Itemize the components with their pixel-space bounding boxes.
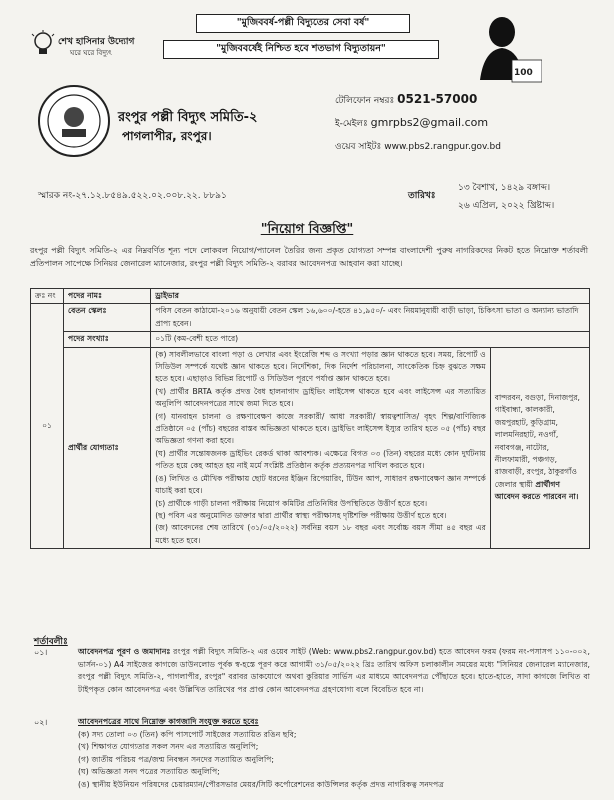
sheikh-hasina-logo (30, 30, 135, 60)
slogan-1: "মুজিববর্ষ-পল্লী বিদ্যুতের সেবা বর্ষ" (236, 17, 370, 28)
qual-item: (ক) সাবলীলভাবে বাংলা পড়া ও লেখার এবং ইংরেজি শব্দ ও সংখ্যা পড়ার জ্ঞান থাকতে হবে। সময়, রিপোর্ট ও সিডিউল সম্পর্কে যথেষ্ট জ্ঞান থাকতে হবে। নির্দেশিকা, দিক নির্দেশ পরিচালনা, সাংকেতিক চিহ্ন বুঝতে সক্ষম হতে হবে। এছাড়াও বিভিন্ন রিপোর্ট ও সিডিউল পূরণে পর্যাপ্ত জ্ঞান থাকতে হবে। (155, 349, 486, 384)
count-text: ০১টি (কম-বেশী হতে পারে) (151, 332, 590, 347)
email-label: ই-মেইলঃ (335, 119, 368, 129)
contact-phone (335, 92, 477, 108)
district-bold: প্রার্থীগণ আবেদন করতে পারবেন না। (494, 479, 579, 502)
qual-item: (গ) যানবাহন চালনা ও রক্ষণাবেক্ষণ কাজে সরকারী/ আধা সরকারী/ স্বায়ত্বশাসিত/ বৃহৎ শিল্প/বাণিজ্যিক প্রতিষ্ঠানে ০৫ (পাঁচ) বছরের বাস্তব অভিজ্ঞতা থাকতে হবে। ড্রাইভিং লাইসেন্স ইস্যুর তারিখ হতে ০৫ (পাঁচ) বছর অভিজ্ঞতা গণনা করা হবে। (155, 411, 486, 446)
count-row (31, 332, 590, 347)
qual-label: প্রার্থীর যোগ্যতাঃ (64, 347, 151, 549)
org-address: পাগলাপীর, রংপুর। (122, 129, 212, 143)
term-2-number: ০২। (34, 718, 48, 727)
count-label: পদের সংখ্যাঃ (64, 332, 151, 347)
slogan-box-1 (196, 14, 410, 33)
col-post: পদের নামঃ (64, 289, 151, 304)
col-sl: ক্রঃ নং (31, 289, 64, 304)
term-1-text: রংপুর পল্লী বিদ্যুৎ সমিতি-২ এর ওয়েব সাইট (Web: www.pbs2.rangpur.gov.bd) হতে আবেদন ফরম (ফরম নং-পসাসপ ১১০-০০২, ভার্সন-০১) A4 সাইজের কাগজে ডাউনলোড পূর্বক স্ব-হস্তে পূরণ করে আগামী ৩১/০৫/২০২২ খ্রিঃ তারিখ অফিস চলাকালীন সময়ের মধ্যে "সিনিয়র জেনারেল ম্যানেজার, রংপুর পল্লী বিদ্যুৎ সমিতি-২, পাগলাপীর, রংপুর" বরাবর ডাকযোগে অথবা কুরিয়ার সার্ভিস এর মাধ্যমে আবেদনপত্র পৌঁছাতে হবে। হাতে-হাতে, সাদা কাগজে লিখিত বা টাইপকৃত কোন আবেদনপত্র এবং উল্লিখিত তারিখের পর প্রাপ্ত কোন আবেদনপত্র গ্রহণযোগ্য বলে বিবেচিত হবে না। (78, 647, 590, 694)
page-title: "নিয়োগ বিজ্ঞপ্তি" (260, 222, 354, 237)
term-1 (34, 646, 590, 696)
term-1-title: আবেদনপত্র পূরণ ও জমাদানঃ (78, 647, 171, 656)
table-header-row (31, 289, 590, 304)
memo-ref: স্মারক নং-২৭.১২.৮৫৪৯.৫২২.০২.০০৮.২২. ৮৮৯১ (38, 191, 227, 201)
salary-label: বেতন স্কেলঃ (64, 304, 151, 332)
left-logo-text: শেখ হাসিনার উদ্যোগ (58, 37, 135, 47)
list-item: (খ) শিক্ষাগত যোগ্যতার সকল সনদ এর সত্যায়িত অনুলিপি; (78, 742, 259, 752)
qual-list (151, 347, 491, 549)
row-number: ০১ (31, 304, 64, 549)
org-logo (38, 85, 110, 157)
list-item: (গ) জাতীয় পরিচয় পত্র/জন্ম নিবন্ধন সনদের সত্যায়িত অনুলিপি; (78, 754, 274, 764)
light-bulb-icon (30, 30, 56, 58)
slogan-2: "মুজিববর্ষেই নিশ্চিত হবে শতভাগ বিদ্যুতায়ন" (216, 43, 386, 54)
list-item: (ঘ) অভিজ্ঞতা সনদ পত্রের সত্যায়িত অনুলিপি; (78, 767, 220, 777)
term-2-title: আবেদনপত্রের সাথে নিম্নোক্ত কাগজাদি সংযুক্ত করতে হবেঃ (78, 717, 259, 726)
memo-date-label: তারিখঃ (408, 191, 436, 201)
term-2-body (78, 716, 578, 792)
term-1-body (78, 646, 590, 696)
qualification-row (31, 347, 590, 549)
memo-date-bn: ১৩ বৈশাখ, ১৪২৯ বঙ্গাব্দ। (458, 183, 551, 193)
phone-label: টেলিফোন নম্বরঃ (335, 96, 395, 106)
org-name: রংপুর পল্লী বিদ্যুৎ সমিতি-২ (118, 110, 258, 125)
job-table (30, 288, 590, 549)
qual-item: (খ) প্রার্থীর BRTA কর্তৃক প্রদত্ত বৈধ হালনাগাদ ড্রাইভিং লাইসেন্স থাকতে হবে এবং লাইসেন্স এর সত্যায়িত অনুলিপি আবেদনপত্রের সাথে জমা দিতে হবে। (155, 386, 486, 409)
district-note (490, 347, 589, 549)
svg-text:100: 100 (514, 68, 533, 78)
terms-heading: শর্তাবলীঃ (34, 637, 68, 647)
qual-item: (জ) আবেদনের শেষ তারিখে (৩১/০৫/২০২২) সর্বনিম্ন বয়স ১৮ বছর এবং সর্বোচ্চ বয়স সীমা ৪৫ বছর এর মধ্যে হতে হবে। (155, 523, 486, 545)
intro-paragraph: রংপুর পল্লী বিদ্যুৎ সমিতি-২ এর নিম্নবর্ণিত শূন্য পদে লোকবল নিয়োগ/প্যানেল তৈরির জন্য প্রকৃত যোগ্যতা সম্পন্ন বাংলাদেশী পুরুষ নাগরিকদের নিকট হতে নিম্নোক্ত শর্তাবলী প্রতিপালন সাপেক্ষে সিনিয়র জেনারেল ম্যানেজার, রংপুর পল্লী বিদ্যুৎ সমিতি-২ বরাবর আবেদনপত্র আহবান করা যাচ্ছে। (30, 246, 588, 268)
salary-text: পবিস বেতন কাঠামো-২০১৬ অনুযায়ী বেতন স্কেল ১৬,৬০০/-হতে ৪১,৯৫০/- এবং নিয়মানুযায়ী বাড়ী ভাড়া, চিকিৎসা ভাতা ও অন্যান্য ভাতাদি প্রাপ্য হবেন। (151, 304, 590, 332)
qual-item: (চ) প্রার্থীকে গাড়ী চালনা পরীক্ষায় নিয়োগ কমিটির প্রতিনিধির উপস্থিতিতে উত্তীর্ণ হতে হবে। (155, 498, 428, 508)
list-item: (ঙ) স্থানীয় ইউনিয়ন পরিষদের চেয়ারম্যান/পৌরসভার মেয়র/সিটি কর্পোরেশনের কাউন্সিলর কর্তৃক প্রদত্ত নাগরিকত্ব সনদপত্র (78, 779, 444, 789)
qual-item: (ঘ) প্রার্থীর সন্তোষজনক ড্রাইভিং রেকর্ড থাকা আবশ্যক। এক্ষেত্রে বিগত ০৩ (তিন) বছরের মধ্যে কোন দুর্ঘটনায় পতিত হয়ে কেহ আহত হয় নাই মর্মে সংশ্লিষ্ট প্রতিষ্ঠান কর্তৃক প্রত্যয়নপত্র দাখিল করতে হবে। (155, 448, 486, 471)
qual-item: (ছ) পবিস এর অনুমোদিত ডাক্তার দ্বারা প্রার্থীর স্বাস্থ্য পরীক্ষাসহ দৃষ্টিশক্তি পরীক্ষায় উত্তীর্ণ হতে হবে। (155, 510, 447, 520)
qual-item: (ঙ) লিখিত ও মৌখিক পরীক্ষায় ছোট ধরনের ইঞ্জিন রিপেয়ারিং, টিউন আপ, সাধারণ রক্ষণাবেক্ষণ জ্ঞান সম্পর্কে যাচাই করা হবে। (155, 473, 486, 496)
memo-date-en: ২৬ এপ্রিল, ২০২২ খ্রিষ্টাব্দ। (458, 201, 555, 211)
post-name: ড্রাইভার (151, 289, 590, 304)
term-1-number: ০১। (34, 648, 48, 657)
mujib-borsho-logo (462, 10, 542, 85)
left-logo-sub: ঘরে ঘরে বিদ্যুৎ (70, 49, 112, 57)
list-item: (ক) সদ্য তোলা ০৩ (তিন) কপি পাসপোর্ট সাইজের সত্যায়িত রঙিন ছবি; (78, 729, 297, 739)
email-address[interactable]: gmrpbs2@gmail.com (370, 116, 489, 129)
salary-row (31, 304, 590, 332)
phone-number: 0521-57000 (397, 92, 478, 106)
contact-web (335, 139, 501, 154)
slogan-box-2 (163, 40, 439, 59)
term-2 (34, 716, 590, 792)
web-url[interactable]: www.pbs2.rangpur.gov.bd (384, 142, 501, 152)
web-label: ওয়েব সাইটঃ (335, 142, 382, 152)
district-list: বান্দরবন, বগুড়া, দিনাজপুর, গাইবান্ধা, কালকারী, জয়পুরহাট, কুড়িগ্রাম, লালমনিরহাট, নওগাঁ, নবাবগঞ্জ, নাটোর, নীলফামারী, পঞ্চগড়, রাজবাড়ী, রংপুর, ঠাকুরগাঁও জেলার স্থায়ী (494, 393, 580, 489)
contact-email (335, 116, 488, 131)
